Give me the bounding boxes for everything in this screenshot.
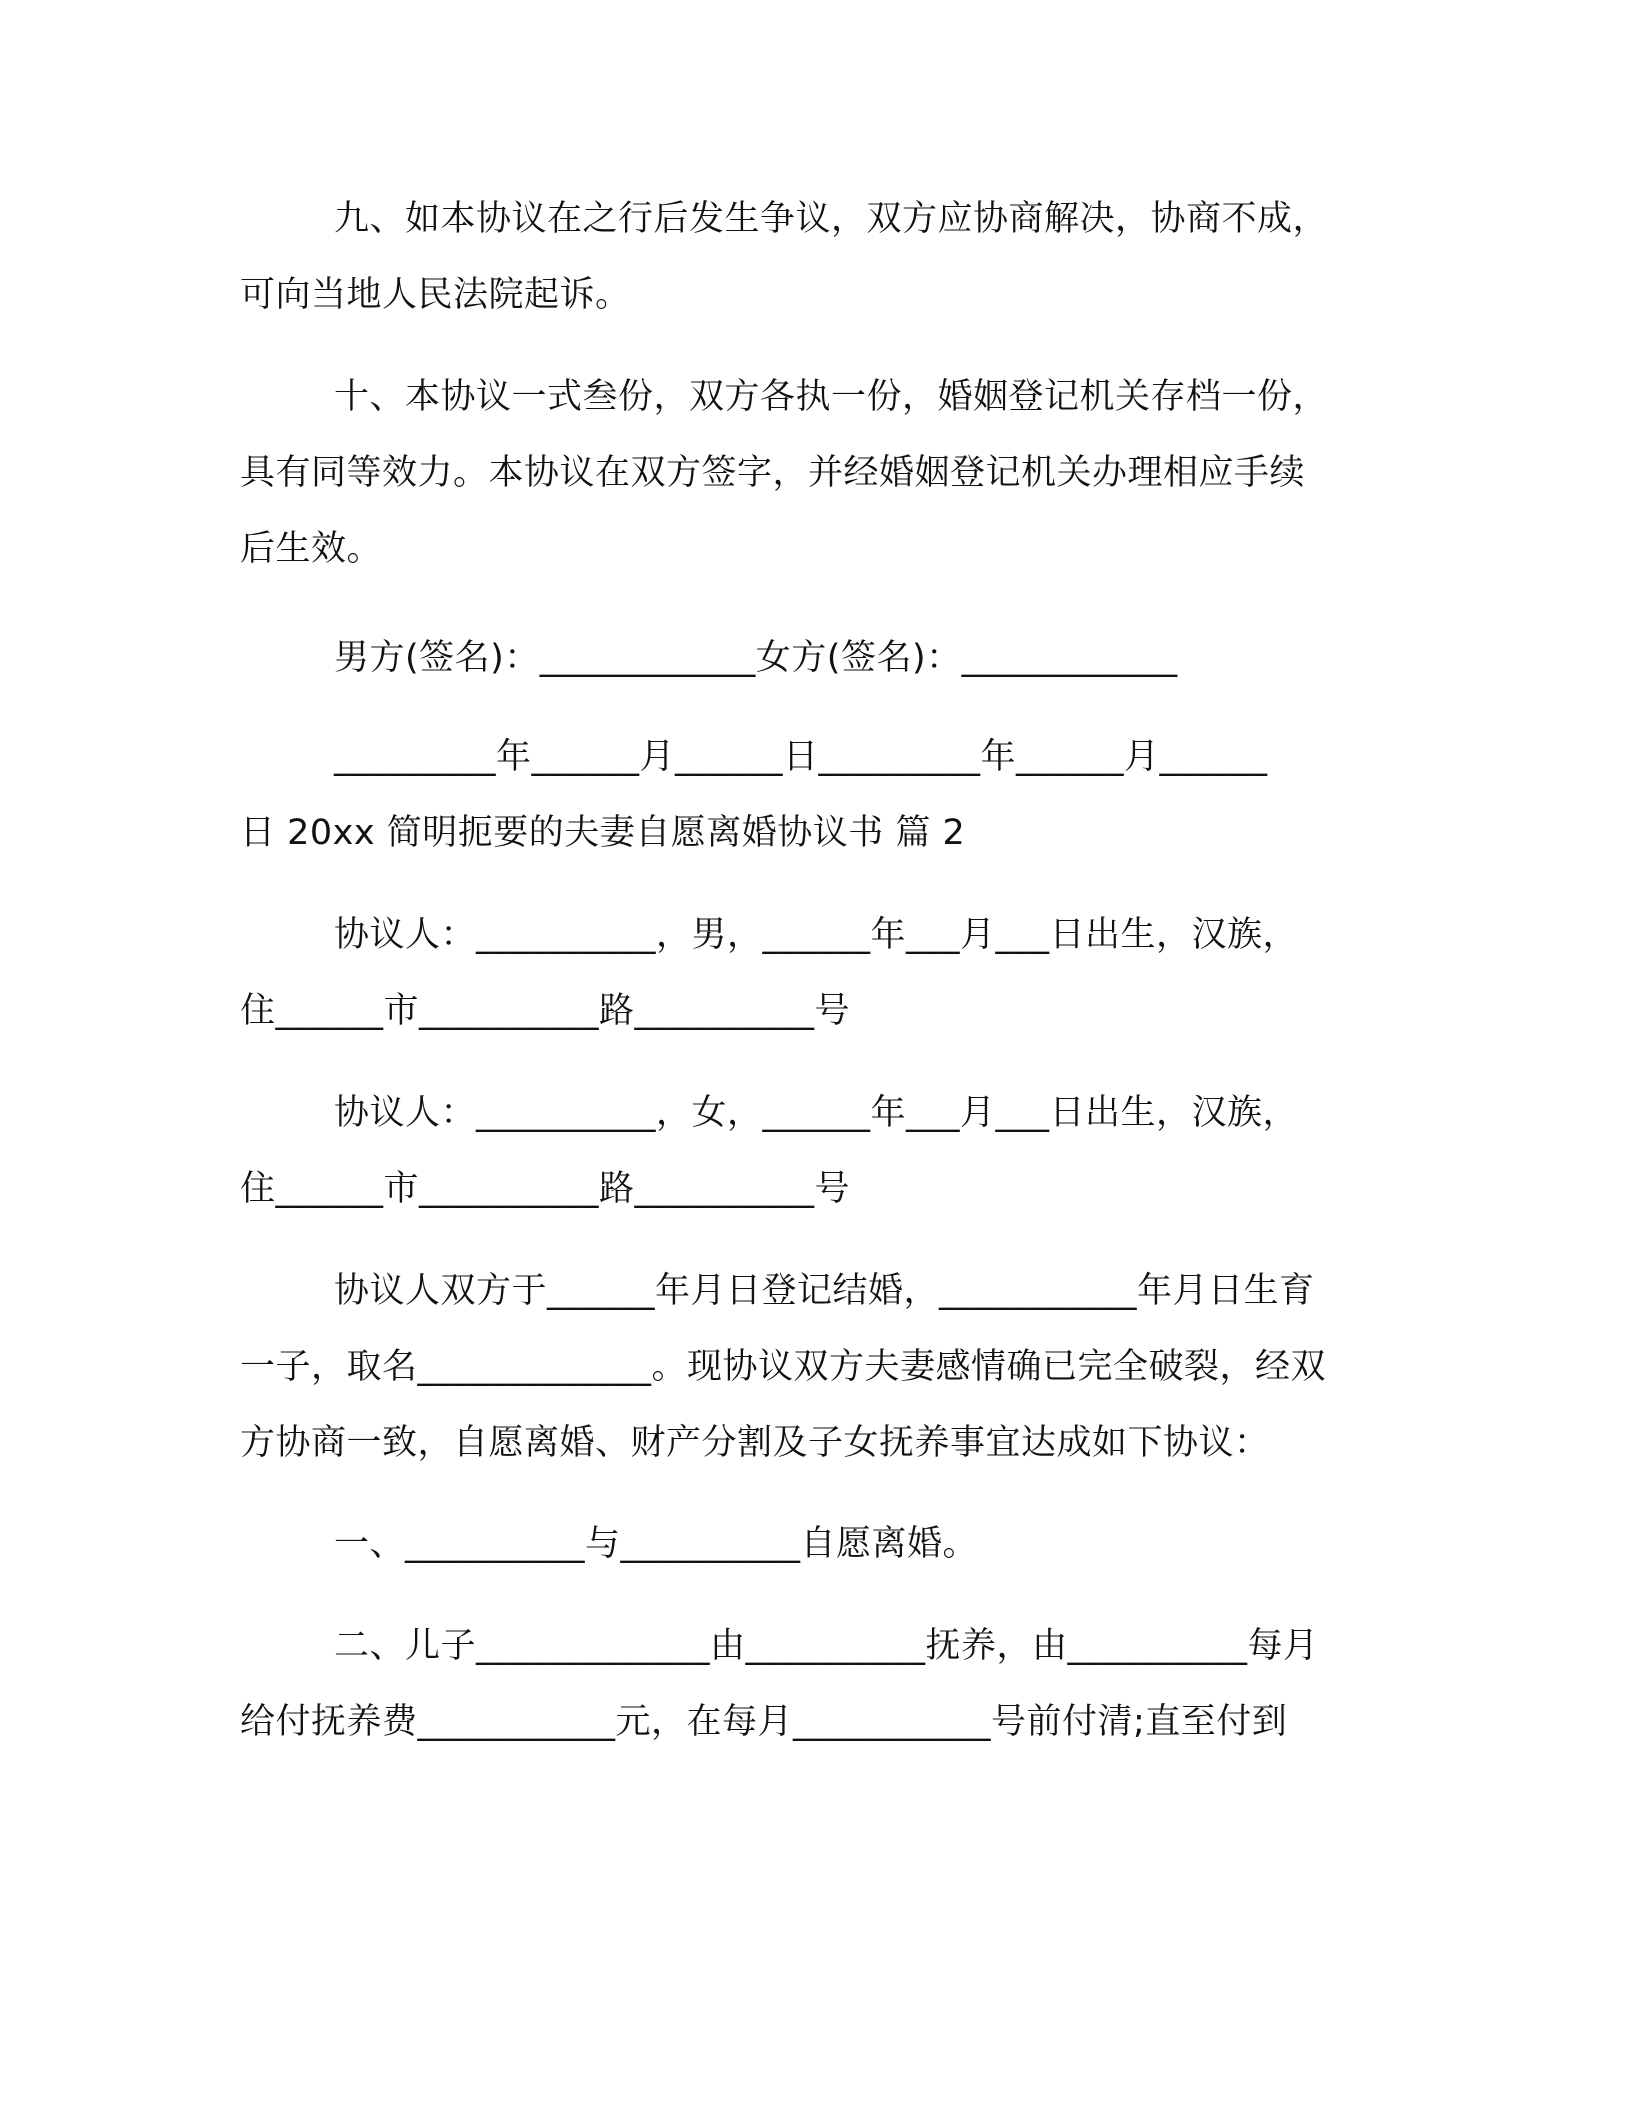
party-female-line-2: 住______市__________路__________号 (240, 1169, 851, 1209)
preamble-line-3: 方协商一致，自愿离婚、财产分割及子女抚养事宜达成如下协议： (240, 1423, 1270, 1463)
party-male-line-1: 协议人：__________，男，______年___月___日出生，汉族， (334, 915, 1299, 955)
clause-ten-line-1: 十、本协议一式叁份，双方各执一份，婚姻登记机关存档一份， (334, 377, 1329, 417)
clause-nine-line-1: 九、如本协议在之行后发生争议，双方应协商解决，协商不成， (334, 199, 1329, 239)
clause-two-line-1: 二、儿子_____________由__________抚养，由__________每月 (334, 1626, 1319, 1666)
clause-ten-line-3: 后生效。 (240, 529, 383, 569)
preamble-line-2: 一子，取名_____________。现协议双方夫妻感情确已完全破裂，经双 (240, 1347, 1327, 1387)
section-heading-line: 日 20xx 简明扼要的夫妻自愿离婚协议书 篇 2 (240, 813, 966, 853)
preamble-line-1: 协议人双方于______年月日登记结婚，___________年月日生育 (334, 1271, 1315, 1311)
clause-ten-line-2: 具有同等效力。本协议在双方签字，并经婚姻登记机关办理相应手续 (240, 453, 1306, 493)
clause-nine-line-2: 可向当地人民法院起诉。 (240, 275, 631, 315)
clause-two-line-2: 给付抚养费___________元，在每月___________号前付清;直至付到 (240, 1702, 1288, 1742)
date-line: _________年______月______日_________年______月______ (334, 737, 1268, 777)
party-male-line-2: 住______市__________路__________号 (240, 991, 851, 1031)
clause-one-line: 一、__________与__________自愿离婚。 (334, 1524, 979, 1564)
signature-line: 男方(签名)：____________女方(签名)：____________ (334, 638, 1178, 678)
party-female-line-1: 协议人：__________，女，______年___月___日出生，汉族， (334, 1093, 1299, 1133)
